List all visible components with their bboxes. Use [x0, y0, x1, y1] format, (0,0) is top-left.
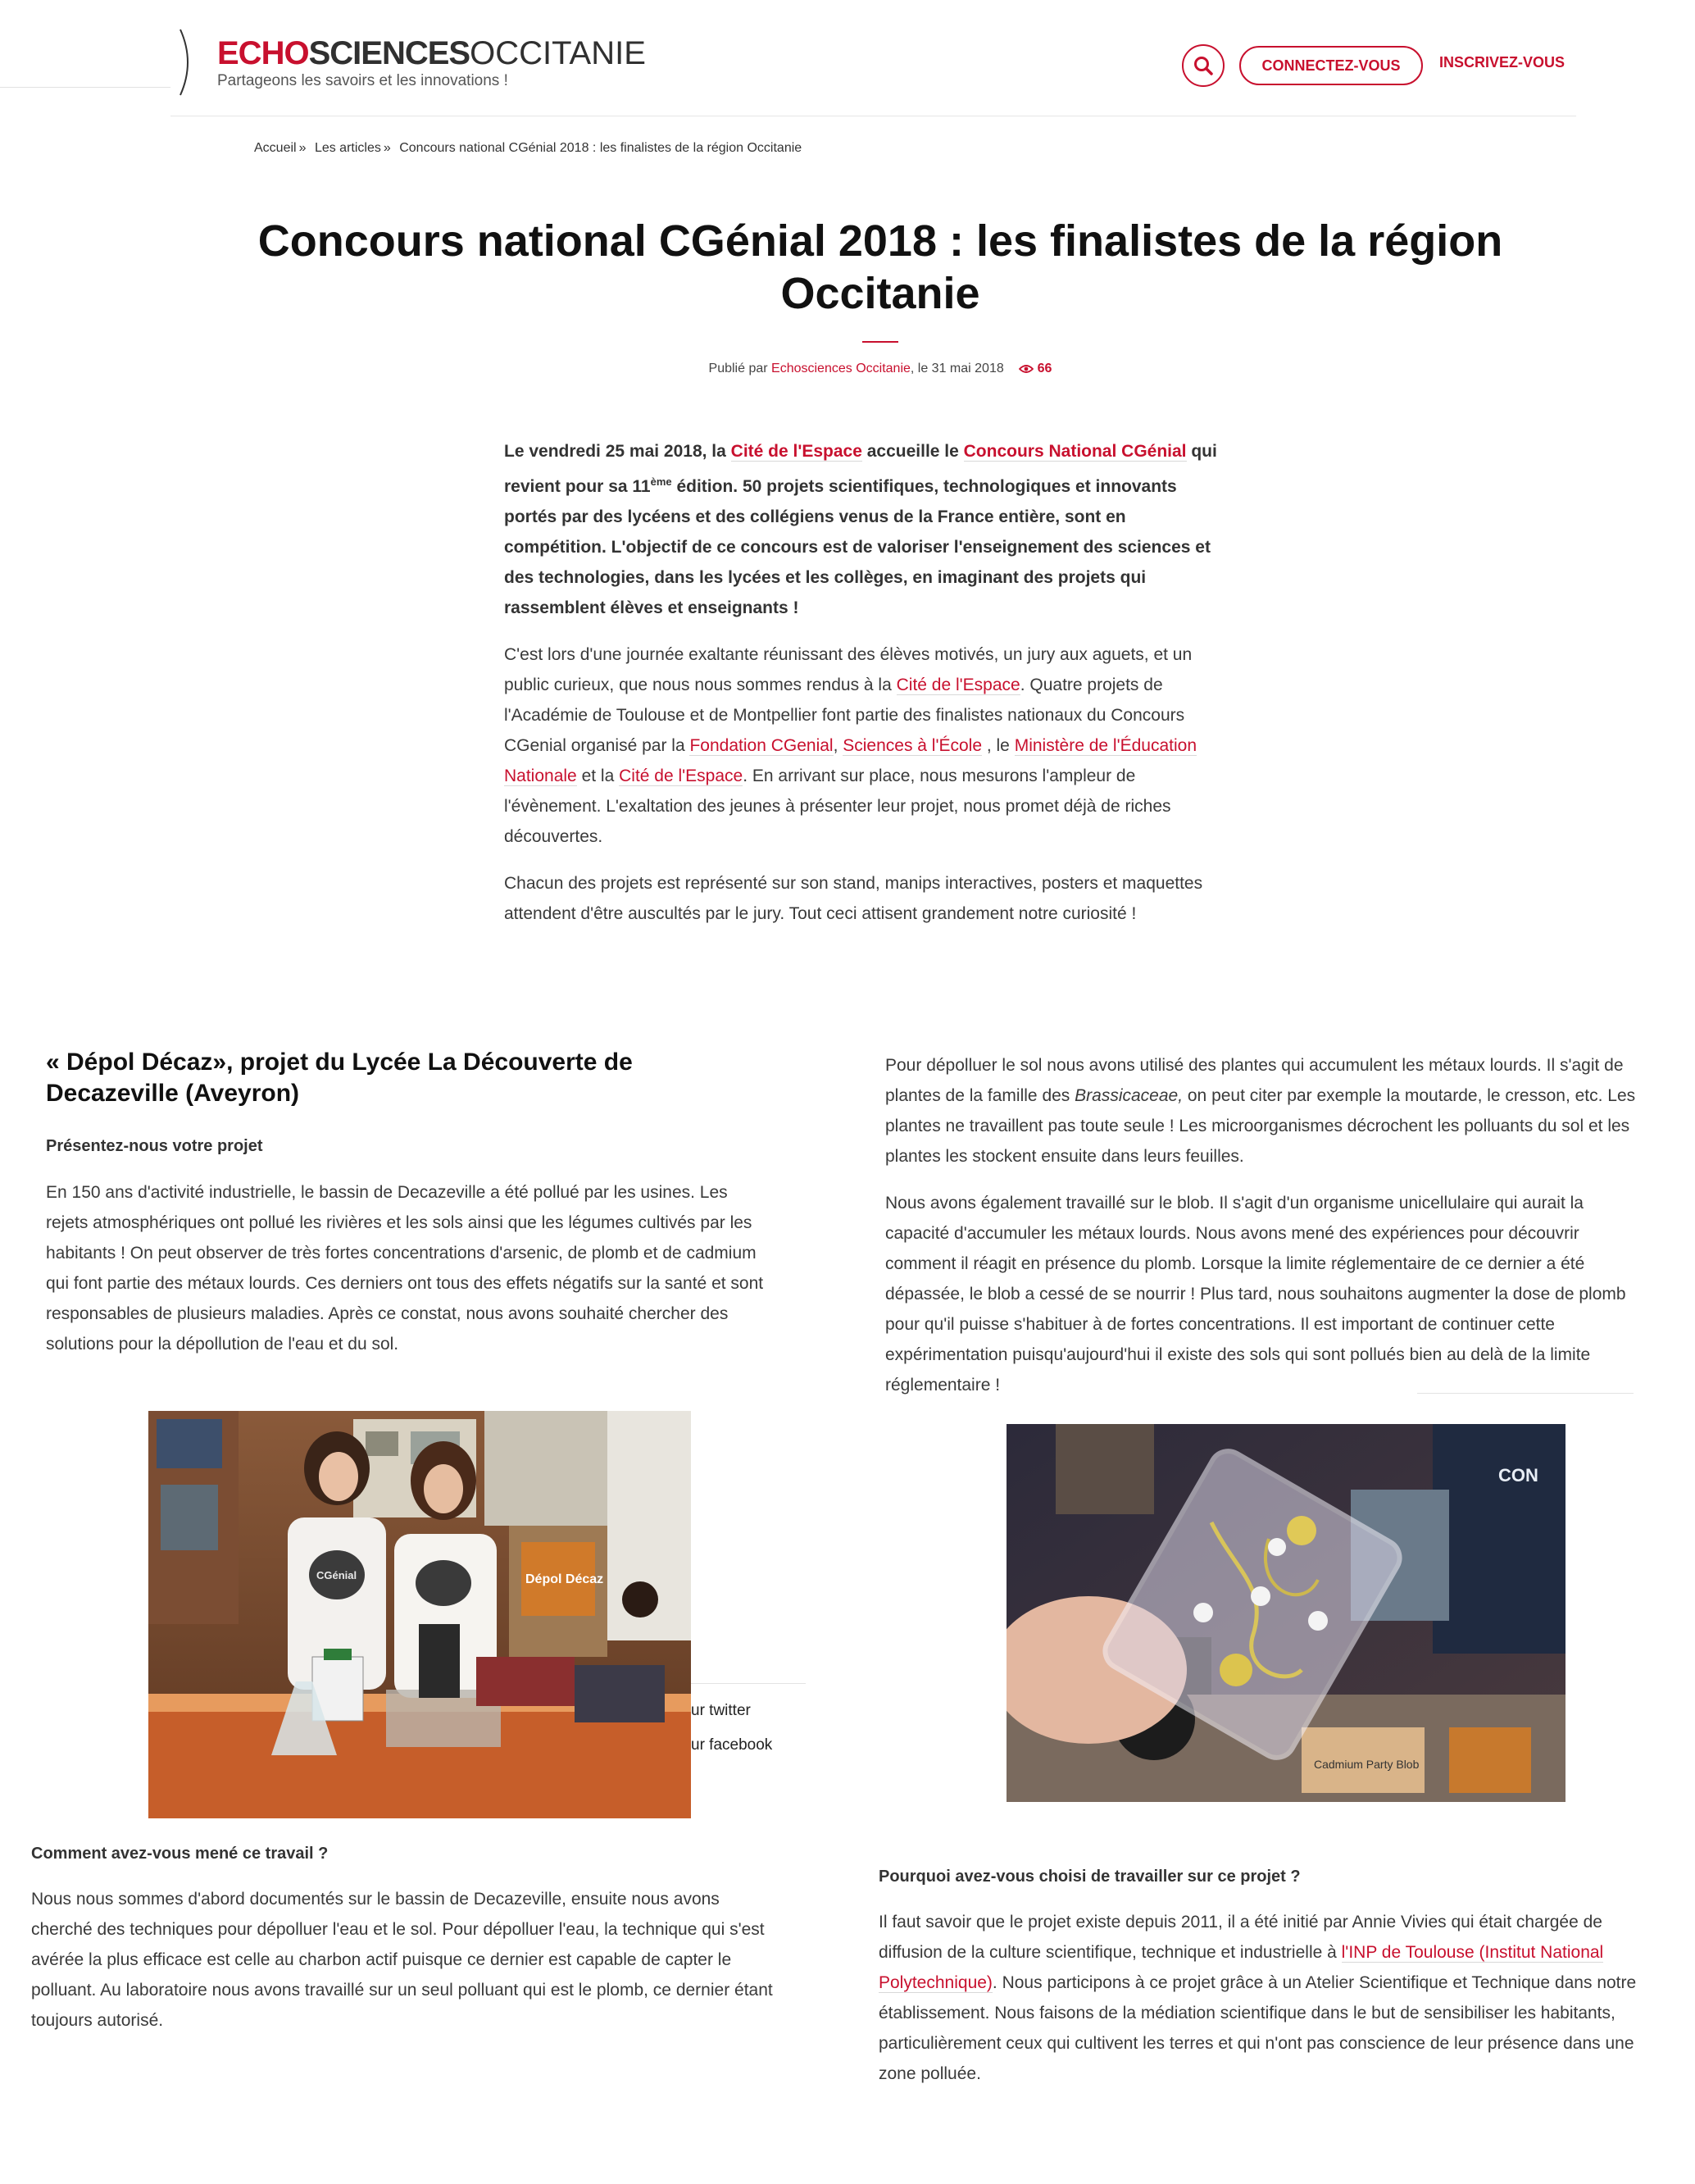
- italic-text: Brassicaceae,: [1075, 1086, 1184, 1105]
- logo-sciences: SCIENCES: [308, 35, 470, 71]
- link-fondation-cgenial[interactable]: Fondation CGenial: [689, 736, 834, 755]
- text-run: édition. 50 projets scientifiques, technologiques et innovants portés par des lycéens et des collégiens venus de la France entière, sont en compétition. L'objectif de ce concours est de valoriser l'enseignement des sciences et des technologies, dans les lycées et les collèges, en imaginant des projets qui rassemblent élèves et enseignants !: [504, 477, 1211, 617]
- link-inp-toulouse[interactable]: l'INP de Toulouse (Institut National Polytechnique): [879, 1943, 1604, 1992]
- paragraph: [885, 1050, 1639, 1172]
- breadcrumb: [254, 141, 802, 156]
- publish-date: , le 31 mai 2018: [910, 362, 1004, 375]
- text-run: , le: [982, 736, 1015, 755]
- author-link[interactable]: Echosciences Occitanie: [771, 362, 911, 375]
- search-icon: [1193, 55, 1214, 76]
- section-heading: « Dépol Décaz», projet du Lycée La Découverte de Decazeville (Aveyron): [46, 1049, 633, 1107]
- paragraph: Nous nous sommes d'abord documentés sur le bassin de Decazeville, ensuite nous avons cherché des techniques pour dépolluer l'eau et le sol. Pour dépolluer l'eau, la technique qui s'est avérée la plus efficace est celle au charbon actif puisque ce dernier est capable de capter le polluant. Au laboratoire nous avons travaillé sur un seul polluant qui est le plomb, ce dernier étant toujours autorisé.: [31, 1890, 773, 2030]
- page-title: Concours national CGénial 2018 : les finalistes de la région Occitanie: [257, 216, 1503, 318]
- header-divider-left: [0, 87, 170, 88]
- text-run: qui revient pour sa 11: [504, 442, 1217, 496]
- text-run: . Nous participons à ce projet grâce à un Atelier Scientifique et Technique dans notre établissement. Nous faisons de la médiation scientifique dans le but de sensibiliser les habitants, particulièrement ceux qui cultivent les terres et qui n'ont pas conscience de leur présence dans une zone polluée.: [879, 1973, 1637, 2083]
- paragraph: [879, 1907, 1637, 2089]
- section-right-column: [885, 1050, 1639, 1417]
- text-run: C'est lors d'une journée exaltante réunissant des élèves motivés, un jury aux aguets, et un public curieux, que nous nous sommes rendus à la: [504, 645, 1193, 694]
- breadcrumb-separator: »: [298, 141, 307, 155]
- box-text: Cadmium Party Blob: [1314, 1758, 1420, 1771]
- share-twitter-link[interactable]: ur twitter: [691, 1702, 751, 1719]
- text-run: . Quatre projets de l'Académie de Toulouse et de Montpellier font partie des finalistes nationaux du Concours CGenial organisé par la: [504, 676, 1185, 755]
- link-concours-cgenial[interactable]: Concours National CGénial: [963, 442, 1187, 461]
- view-count-value: 66: [1037, 362, 1052, 375]
- link-cite-espace[interactable]: Cité de l'Espace: [619, 767, 743, 785]
- breadcrumb-home[interactable]: Accueil: [254, 141, 297, 155]
- link-cite-espace[interactable]: Cité de l'Espace: [896, 676, 1020, 694]
- link-sciences-ecole[interactable]: Sciences à l'École: [843, 736, 983, 755]
- site-logo[interactable]: [217, 34, 646, 72]
- section-left-column: [46, 1047, 767, 1359]
- text-run: ,: [833, 736, 843, 755]
- blob-dish-image: [1007, 1424, 1565, 1802]
- badge-text: CGénial: [316, 1569, 357, 1581]
- paragraph: Chacun des projets est représenté sur son stand, manips interactives, posters et maquettes attendent d'être auscultés par le jury. Tout ceci attisent grandement notre curiosité !: [504, 874, 1203, 923]
- text-run: Pour dépolluer le sol nous avons utilisé des plantes qui accumulent les métaux lourds. Il s'agit de plantes de la famille des: [885, 1056, 1624, 1105]
- title-divider: [862, 341, 898, 343]
- paragraph: [504, 639, 1221, 852]
- share-divider: [691, 1683, 806, 1684]
- published-by-label: Publié par: [708, 362, 768, 375]
- logo-bracket-icon: [175, 28, 200, 97]
- text-run: Il faut savoir que le projet existe depuis 2011, il a été initié par Annie Vivies qui était chargée de diffusion de la culture scientifique, technique et industrielle à: [879, 1913, 1602, 1962]
- text-run: . En arrivant sur place, nous mesurons l'ampleur de l'évènement. L'exaltation des jeunes à présenter leur projet, nous promet déjà de riches découvertes.: [504, 767, 1171, 846]
- superscript: ème: [650, 475, 672, 488]
- login-button[interactable]: CONNECTEZ-VOUS: [1239, 46, 1423, 85]
- article-intro: [504, 436, 1221, 945]
- intro-paragraph: [504, 436, 1221, 623]
- view-count: [1019, 362, 1052, 375]
- paragraph: En 150 ans d'activité industrielle, le bassin de Decazeville a été pollué par les usines. Les rejets atmosphériques ont pollué les rivières et les sols ainsi que les légumes cultivés par les habitants ! On peut observer de très fortes concentrations d'arsenic, de plomb et de cadmium qui font partie des métaux lourds. Ces derniers ont tous des effets négatifs sur la santé et sont responsables de plusieurs maladies. Après ce constat, nous avons souhaité chercher des solutions pour la dépollution de l'eau et du sol.: [46, 1183, 764, 1354]
- breadcrumb-articles[interactable]: Les articles: [314, 141, 381, 155]
- question-heading: Présentez-nous votre projet: [46, 1137, 263, 1155]
- poster-text: Dépol Décaz: [525, 1572, 604, 1586]
- students-stand-image: [148, 1411, 691, 1818]
- logo-region: OCCITANIE: [470, 35, 646, 71]
- text-run: on peut citer par exemple la moutarde, le cresson, etc. Les plantes ne travaillent pas toute seule ! Les microorganismes décrochent les polluants du sol et les plantes les stockent ensuite dans leurs feuilles.: [885, 1086, 1636, 1166]
- search-button[interactable]: [1182, 44, 1225, 87]
- text-run: Le vendredi 25 mai 2018, la: [504, 442, 731, 461]
- question-heading: Comment avez-vous mené ce travail ?: [31, 1845, 329, 1863]
- text-run: accueille le: [861, 442, 964, 461]
- article-meta: [246, 362, 1515, 376]
- link-ministere-education[interactable]: Ministère de l'Éducation Nationale: [504, 736, 1197, 785]
- question-heading: Pourquoi avez-vous choisi de travailler sur ce projet ?: [879, 1868, 1301, 1886]
- share-facebook-link[interactable]: ur facebook: [691, 1736, 773, 1754]
- share-divider: [1417, 1393, 1634, 1394]
- signup-link[interactable]: INSCRIVEZ-VOUS: [1439, 54, 1565, 71]
- logo-echo: ECHO: [217, 35, 309, 71]
- text-run: et la: [576, 767, 620, 785]
- site-tagline: Partageons les savoirs et les innovations !: [217, 72, 508, 89]
- link-cite-espace[interactable]: Cité de l'Espace: [730, 442, 862, 461]
- shirt-text: CON: [1498, 1465, 1538, 1486]
- breadcrumb-separator: »: [383, 141, 391, 155]
- paragraph: Nous avons également travaillé sur le blob. Il s'agit d'un organisme unicellulaire qui aurait la capacité d'accumuler les métaux lourds. Nous avons mené des expériences pour découvrir comment il réagit en présence du plomb. Lorsque la limite réglementaire de ce dernier a été dépassée, le blob a cessé de se nourrir ! Plus tard, nous souhaitons augmenter la dose de plomb pour qu'il puisse s'habituer à de fortes concentrations. Il est important de continuer cette expérimentation puisqu'aujourd'hui il existe des sols qui sont pollués bien au delà de la limite réglementaire !: [885, 1194, 1626, 1395]
- eye-icon: [1019, 364, 1034, 374]
- breadcrumb-current: Concours national CGénial 2018 : les finalistes de la région Occitanie: [399, 141, 802, 155]
- photo-blob-dish: [1007, 1424, 1565, 1802]
- photo-students-stand: [148, 1411, 691, 1818]
